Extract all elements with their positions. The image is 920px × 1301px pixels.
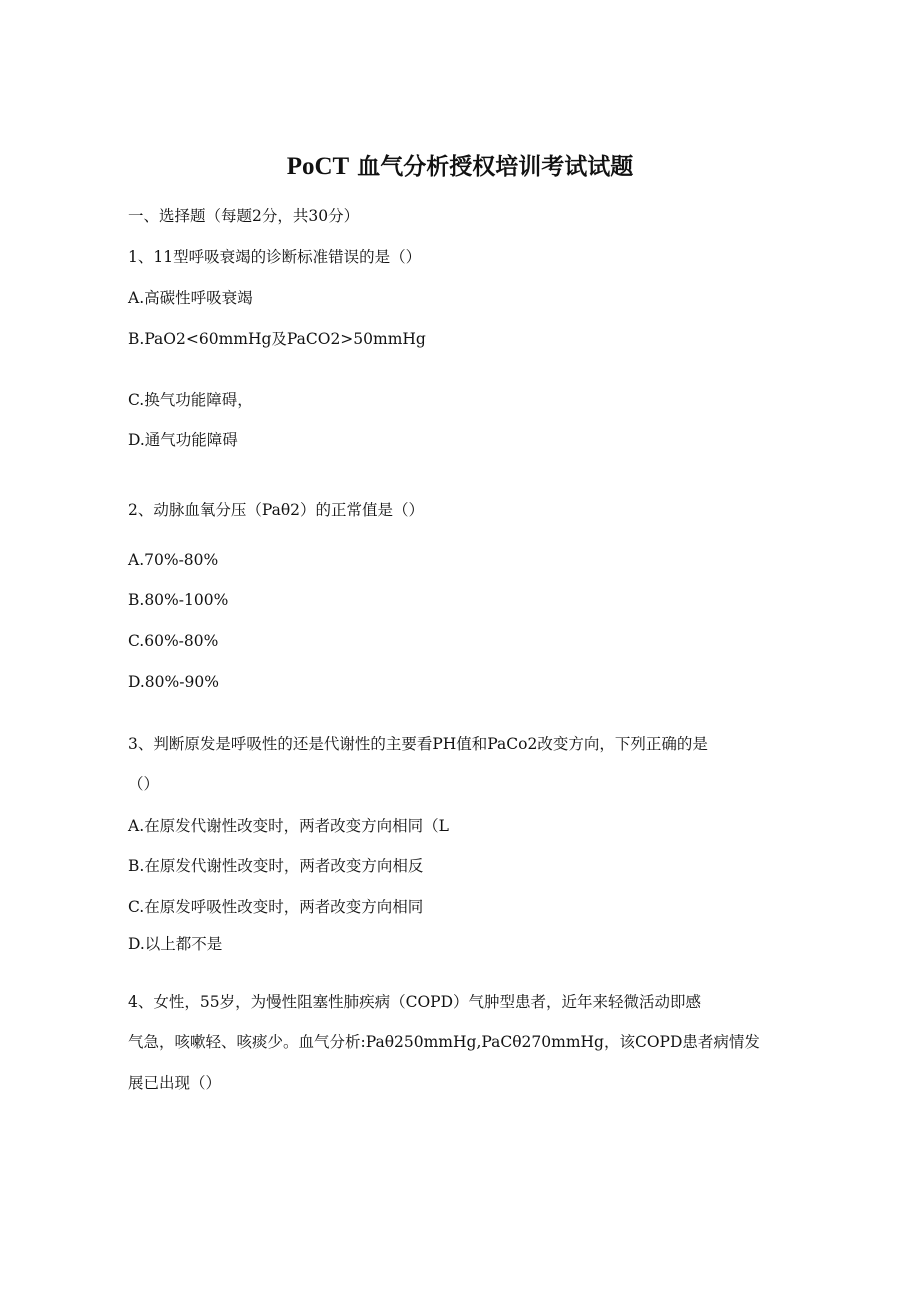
title-prefix: PoCT (286, 153, 350, 180)
question-2-option-a: A.70%-80% (128, 551, 219, 569)
section-heading: 一、选择题（每题2分，共30分） (128, 207, 360, 225)
question-1-option-a: A.高碳性呼吸衰竭 (128, 289, 253, 307)
question-3-option-a: A.在原发代谢性改变时，两者改变方向相同（L (128, 817, 449, 835)
question-2-option-d: D.80%-90% (128, 673, 219, 691)
question-2-option-b: B.80%-100% (128, 591, 229, 609)
question-1-option-b: B.PaO2<60mmHg及PaCO2>50mmHg (128, 330, 426, 348)
question-1-option-d: D.通气功能障碍 (128, 431, 238, 449)
question-4-stem-line-2: 气急，咳嗽轻、咳痰少。血气分析:Paθ250mmHg,PaCθ270mmHg，该COPD患者病情发 (128, 1033, 760, 1051)
question-1-option-c: C.换气功能障碍， (128, 391, 253, 409)
question-3-option-d: D.以上都不是 (128, 935, 223, 953)
question-1-stem: 1、11型呼吸衰竭的诊断标准错误的是（） (128, 248, 422, 266)
question-4-stem-line-3: 展已出现（） (128, 1074, 222, 1092)
question-2-option-c: C.60%-80% (128, 632, 219, 650)
question-4-stem-line-1: 4、女性，55岁，为慢性阻塞性肺疾病（COPD）气肿型患者，近年来轻微活动即感 (128, 993, 702, 1011)
page-title (0, 150, 920, 184)
question-2-stem: 2、动脉血氧分压（Paθ2）的正常值是（） (128, 501, 425, 519)
question-3-option-c: C.在原发呼吸性改变时，两者改变方向相同 (128, 898, 424, 916)
question-3-option-b: B.在原发代谢性改变时，两者改变方向相反 (128, 857, 424, 875)
question-3-stem-line-1: 3、判断原发是呼吸性的还是代谢性的主要看PH值和PaCo2改变方向，下列正确的是 (128, 735, 708, 753)
question-3-stem-line-2: （） (128, 775, 160, 793)
title-main: 血气分析授权培训考试试题 (357, 153, 634, 180)
